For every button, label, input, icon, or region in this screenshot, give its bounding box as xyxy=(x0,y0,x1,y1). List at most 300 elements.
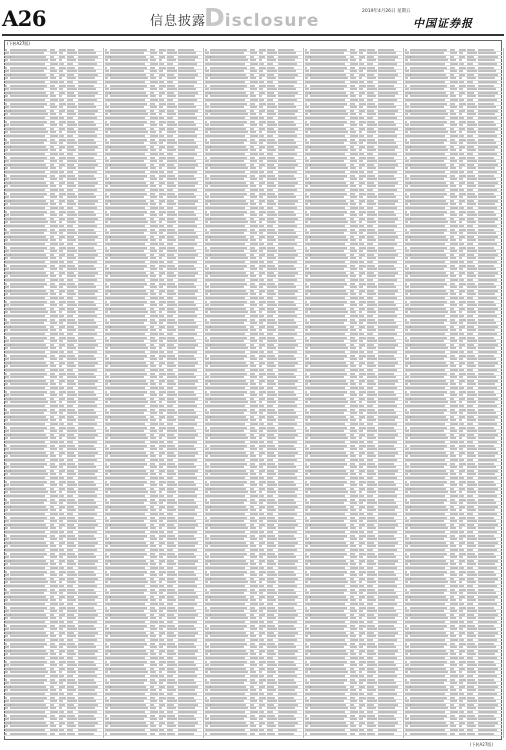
table-cell-text xyxy=(50,178,57,180)
table-cell-text xyxy=(110,106,144,108)
table-cell-text xyxy=(50,67,55,69)
table-cell-text xyxy=(67,322,77,324)
table-cell-text xyxy=(10,596,46,598)
table-cell-text xyxy=(50,391,55,393)
table-cell-text xyxy=(10,563,48,565)
table-cell-text xyxy=(10,218,46,220)
table-cell-text xyxy=(10,689,48,691)
table-cell-text xyxy=(5,167,8,169)
table-cell-text xyxy=(67,693,73,695)
table-cell-text xyxy=(67,574,77,576)
table-cell-text xyxy=(159,265,166,267)
table-cell-text xyxy=(10,412,44,414)
table-cell-text xyxy=(178,157,194,159)
table-cell-text xyxy=(5,257,8,259)
table-cell-text xyxy=(50,81,58,83)
table-cell-text xyxy=(50,293,56,295)
table-cell-text xyxy=(67,625,75,627)
table-cell-text xyxy=(159,88,163,90)
table-cell-text xyxy=(50,326,54,328)
table-cell-text xyxy=(167,139,175,141)
table-cell-text xyxy=(59,149,62,151)
table-cell-text xyxy=(150,164,154,166)
table-cell-text xyxy=(78,225,97,227)
table-cell-text xyxy=(67,455,76,457)
table-cell-text xyxy=(5,203,8,205)
table-cell-text xyxy=(50,520,57,522)
table-cell-text xyxy=(5,545,8,547)
table-cell-text xyxy=(167,110,174,112)
table-cell-text xyxy=(78,729,97,731)
table-cell-text xyxy=(59,607,66,609)
table-cell-text xyxy=(59,513,64,515)
table-cell-text xyxy=(105,106,109,108)
table-cell-text xyxy=(78,495,97,497)
table-cell-text xyxy=(78,549,97,551)
table-cell-text xyxy=(50,538,57,540)
table-cell-text xyxy=(150,221,156,223)
table-cell-text xyxy=(78,567,97,569)
table-cell-text xyxy=(150,110,154,112)
table-cell-text xyxy=(67,581,76,583)
table-cell-text xyxy=(59,693,64,695)
table-cell-text xyxy=(110,211,147,213)
table-cell-text xyxy=(59,463,66,465)
table-cell-text xyxy=(10,405,45,407)
table-cell-text xyxy=(78,610,96,612)
table-cell-text xyxy=(150,272,154,274)
table-cell-text xyxy=(105,232,109,234)
table-cell-text xyxy=(59,599,62,601)
table-cell-text xyxy=(67,214,77,216)
table-cell-text xyxy=(59,301,66,303)
table-cell-text xyxy=(78,628,96,630)
table-cell-text xyxy=(10,441,45,443)
table-cell-text xyxy=(10,315,45,317)
table-cell-text xyxy=(167,257,176,259)
table-cell-text xyxy=(50,711,58,713)
table-cell-text xyxy=(110,261,145,263)
table-cell-text xyxy=(78,463,94,465)
table-cell-text xyxy=(110,103,147,105)
table-cell-text xyxy=(110,257,148,259)
table-cell-text xyxy=(67,121,75,123)
table-cell-text xyxy=(167,142,177,144)
table-cell-text xyxy=(50,135,58,137)
table-cell-text xyxy=(67,286,77,288)
table-cell-text xyxy=(50,239,56,241)
table-cell-text xyxy=(10,592,44,594)
table-cell-text xyxy=(150,103,155,105)
table-cell-text xyxy=(167,167,176,169)
table-cell-text xyxy=(10,103,47,105)
table-cell-text xyxy=(178,131,195,133)
table-cell-text xyxy=(59,495,64,497)
table-cell-text xyxy=(5,185,8,187)
table-cell-text xyxy=(105,85,107,87)
table-cell-text xyxy=(10,326,46,328)
table-cell-text xyxy=(10,437,48,439)
table-cell-text xyxy=(59,650,65,652)
table-cell-text xyxy=(59,351,64,353)
table-cell-text xyxy=(78,214,96,216)
table-cell-text xyxy=(67,175,75,177)
table-cell-text xyxy=(50,247,55,249)
table-cell-text xyxy=(78,499,94,501)
table-cell-text xyxy=(10,398,46,400)
table-cell-text xyxy=(105,196,109,198)
table-cell-text xyxy=(178,203,195,205)
table-cell-text xyxy=(67,437,76,439)
table-cell-text xyxy=(78,452,98,454)
section-title-cn: 信息披露 xyxy=(150,10,206,29)
table-cell-text xyxy=(78,650,98,652)
table-cell-text xyxy=(178,239,195,241)
table-cell-text xyxy=(78,715,94,717)
table-cell-text xyxy=(50,95,56,97)
table-cell-text xyxy=(50,171,58,173)
table-cell-text xyxy=(5,535,7,537)
table-cell-text xyxy=(59,423,64,425)
table-cell-text xyxy=(67,157,75,159)
table-cell-text xyxy=(159,218,165,220)
table-cell-text xyxy=(110,74,146,76)
table-cell-text xyxy=(50,715,55,717)
table-cell-text xyxy=(59,581,62,583)
table-cell-text xyxy=(159,160,163,162)
table-cell-text xyxy=(10,106,44,108)
table-cell-text xyxy=(178,175,194,177)
table-cell-text xyxy=(10,290,46,292)
table-cell-text xyxy=(110,214,144,216)
table-cell-text xyxy=(67,52,77,54)
table-cell-text xyxy=(67,272,74,274)
table-cell-text xyxy=(59,193,66,195)
table-cell-text xyxy=(59,632,65,634)
table-cell-text xyxy=(67,315,73,317)
table-cell-text xyxy=(67,556,77,558)
table-cell-text xyxy=(110,117,145,119)
table-cell-text xyxy=(50,574,57,576)
table-cell-text xyxy=(50,153,58,155)
table-cell-text xyxy=(5,121,7,123)
table-cell-text xyxy=(159,200,165,202)
table-cell-text xyxy=(78,135,97,137)
table-cell-text xyxy=(59,319,66,321)
table-cell-text xyxy=(59,160,63,162)
table-cell-text xyxy=(78,308,98,310)
table-cell-text xyxy=(50,218,54,220)
table-cell-text xyxy=(5,581,8,583)
table-cell-text xyxy=(67,711,73,713)
table-cell-text xyxy=(67,729,73,731)
table-cell-text xyxy=(59,661,66,663)
table-cell-text xyxy=(10,715,47,717)
table-cell-text xyxy=(10,542,46,544)
table-cell-text xyxy=(150,196,157,198)
table-cell-text xyxy=(159,139,166,141)
table-cell-text xyxy=(50,628,57,630)
table-cell-text xyxy=(110,157,147,159)
table-cell-text xyxy=(78,722,98,724)
table-cell-text xyxy=(10,445,47,447)
table-cell-text xyxy=(178,88,196,90)
disclosure-table xyxy=(4,48,502,738)
table-cell-text xyxy=(178,268,196,270)
table-cell-text xyxy=(10,491,48,493)
table-cell-text xyxy=(59,671,62,673)
table-cell-text xyxy=(78,373,94,375)
table-cell-text xyxy=(59,470,65,472)
table-cell-text xyxy=(59,527,62,529)
table-cell-text xyxy=(59,182,65,184)
table-cell-text xyxy=(5,77,8,79)
table-cell-text xyxy=(78,524,98,526)
table-cell-text xyxy=(50,679,55,681)
table-cell-text xyxy=(78,441,97,443)
table-cell-text xyxy=(50,441,58,443)
table-cell-text xyxy=(67,225,73,227)
table-cell-text xyxy=(159,189,164,191)
table-cell-text xyxy=(159,124,163,126)
table-cell-text xyxy=(50,362,54,364)
table-cell-text xyxy=(178,99,197,101)
table-cell-text xyxy=(10,214,44,216)
table-cell-text xyxy=(150,63,158,65)
table-cell-text xyxy=(50,689,56,691)
table-cell-text xyxy=(78,416,98,418)
table-cell-text xyxy=(159,221,162,223)
table-cell-text xyxy=(67,535,75,537)
table-cell-text xyxy=(78,340,96,342)
table-cell-text xyxy=(50,419,56,421)
table-cell-text xyxy=(67,599,76,601)
table-cell-text xyxy=(78,455,95,457)
table-cell-text xyxy=(78,574,96,576)
table-cell-text xyxy=(150,74,154,76)
table-cell-text xyxy=(59,275,62,277)
table-cell-text xyxy=(78,200,98,202)
table-cell-text xyxy=(167,95,176,97)
table-cell-text xyxy=(105,167,108,169)
table-cell-text xyxy=(67,448,77,450)
table-cell-text xyxy=(178,265,194,267)
table-cell-text xyxy=(150,81,158,83)
table-cell-text xyxy=(105,175,107,177)
table-cell-text xyxy=(150,171,158,173)
table-cell-text xyxy=(78,394,96,396)
table-cell-text xyxy=(10,308,46,310)
table-cell-text xyxy=(5,412,9,414)
table-cell-text xyxy=(10,247,47,249)
table-cell-text xyxy=(59,110,65,112)
table-cell-text xyxy=(167,117,173,119)
table-cell-text xyxy=(59,121,66,123)
table-cell-text xyxy=(50,59,56,61)
table-cell-text xyxy=(50,646,57,648)
table-cell-text xyxy=(150,225,158,227)
table-cell-text xyxy=(59,221,62,223)
table-cell-text xyxy=(67,200,74,202)
table-cell-text xyxy=(50,596,54,598)
table-cell-text xyxy=(78,153,97,155)
table-cell-text xyxy=(67,466,77,468)
table-cell-text xyxy=(67,427,75,429)
table-cell-text xyxy=(67,319,75,321)
table-cell-text xyxy=(78,369,97,371)
table-cell-text xyxy=(67,95,76,97)
table-cell-text xyxy=(105,113,108,115)
table-cell-text xyxy=(67,578,74,580)
table-cell-text xyxy=(78,383,95,385)
table-cell-text xyxy=(50,358,57,360)
table-cell-text xyxy=(110,175,147,177)
table-cell-text xyxy=(50,718,57,720)
table-cell-text xyxy=(178,70,196,72)
table-cell-text xyxy=(50,430,57,432)
table-cell-text xyxy=(10,722,46,724)
table-cell-text xyxy=(50,545,56,547)
table-cell-text xyxy=(110,153,145,155)
table-cell-text xyxy=(110,250,144,252)
table-cell-text xyxy=(78,664,96,666)
table-cell-text xyxy=(50,398,54,400)
table-cell-text xyxy=(5,347,8,349)
table-cell-text xyxy=(150,254,154,256)
table-cell-text xyxy=(10,639,45,641)
table-cell-text xyxy=(50,250,57,252)
table-cell-text xyxy=(105,88,109,90)
table-cell-text xyxy=(50,473,56,475)
table-cell-text xyxy=(159,232,163,234)
table-cell-text xyxy=(10,135,45,137)
table-cell-text xyxy=(5,160,9,162)
table-cell-text xyxy=(50,185,56,187)
table-cell-text xyxy=(78,110,98,112)
table-cell-text xyxy=(110,283,147,285)
table-cell-text xyxy=(50,286,57,288)
table-cell-text xyxy=(67,275,76,277)
table-cell-text xyxy=(50,542,54,544)
table-cell-text xyxy=(67,470,74,472)
table-cell-text xyxy=(167,160,177,162)
table-cell-text xyxy=(67,664,77,666)
table-cell-text xyxy=(67,290,74,292)
continuation-label: (下转A27版) xyxy=(7,41,30,47)
table-cell-text xyxy=(50,502,57,504)
table-cell-text xyxy=(67,74,74,76)
table-cell-text xyxy=(67,85,75,87)
table-cell-text xyxy=(50,203,56,205)
table-cell-text xyxy=(5,445,7,447)
table-cell-text xyxy=(10,704,46,706)
table-cell-text xyxy=(5,679,7,681)
table-cell-text xyxy=(10,185,48,187)
table-cell-text xyxy=(110,279,145,281)
table-cell-text xyxy=(78,621,97,623)
table-cell-text xyxy=(5,376,9,378)
table-cell-text xyxy=(67,571,75,573)
table-cell-text xyxy=(10,455,48,457)
table-cell-text xyxy=(78,239,95,241)
table-cell-text xyxy=(10,495,45,497)
table-cell-text xyxy=(105,250,109,252)
table-cell-text xyxy=(10,682,44,684)
table-cell-text xyxy=(67,365,76,367)
table-cell-text xyxy=(78,448,96,450)
table-cell-text xyxy=(50,268,57,270)
table-cell-text xyxy=(50,175,55,177)
table-cell-text xyxy=(167,193,175,195)
table-cell-text xyxy=(59,214,63,216)
table-cell-text xyxy=(10,459,45,461)
table-cell-text xyxy=(50,517,55,519)
table-cell-text xyxy=(78,502,96,504)
table-cell-text xyxy=(105,221,108,223)
table-cell-text xyxy=(67,391,75,393)
table-cell-text xyxy=(150,95,156,97)
table-cell-text xyxy=(78,653,95,655)
table-cell-text xyxy=(10,700,44,702)
table-cell-text xyxy=(59,344,65,346)
table-cell-text xyxy=(159,106,163,108)
table-cell-text xyxy=(5,697,7,699)
table-cell-text xyxy=(10,383,48,385)
table-cell-text xyxy=(50,729,58,731)
table-cell-text xyxy=(78,167,95,169)
table-cell-text xyxy=(78,405,97,407)
table-cell-text xyxy=(78,178,96,180)
table-cell-text xyxy=(110,236,146,238)
table-cell-text xyxy=(59,200,65,202)
table-cell-text xyxy=(67,221,76,223)
table-cell-text xyxy=(67,441,73,443)
table-cell-text xyxy=(50,272,54,274)
table-cell-text xyxy=(178,185,195,187)
table-cell-text xyxy=(5,157,7,159)
table-cell-text xyxy=(59,635,62,637)
table-cell-text xyxy=(59,560,65,562)
table-cell-text xyxy=(78,481,94,483)
table-cell-text xyxy=(59,459,64,461)
table-cell-text xyxy=(5,113,8,115)
table-cell-text xyxy=(10,484,44,486)
table-cell-text xyxy=(10,110,46,112)
table-cell-text xyxy=(50,466,57,468)
table-cell-text xyxy=(67,63,73,65)
table-cell-text xyxy=(59,63,64,65)
table-cell-text xyxy=(5,355,7,357)
table-cell-text xyxy=(10,643,47,645)
table-cell-text xyxy=(50,553,55,555)
table-cell-text xyxy=(59,131,62,133)
table-cell-text xyxy=(167,63,173,65)
table-cell-text xyxy=(59,355,66,357)
table-cell-text xyxy=(59,409,66,411)
table-cell-text xyxy=(5,725,8,727)
table-cell-text xyxy=(105,59,108,61)
table-cell-text xyxy=(178,128,198,130)
table-cell-text xyxy=(50,99,58,101)
table-cell-text xyxy=(78,131,95,133)
table-cell-text xyxy=(150,49,155,51)
table-cell-text xyxy=(59,236,65,238)
table-cell-text xyxy=(10,358,44,360)
table-cell-text xyxy=(59,247,66,249)
table-cell-text xyxy=(59,373,66,375)
table-cell-text xyxy=(78,671,95,673)
table-cell-text xyxy=(78,304,96,306)
